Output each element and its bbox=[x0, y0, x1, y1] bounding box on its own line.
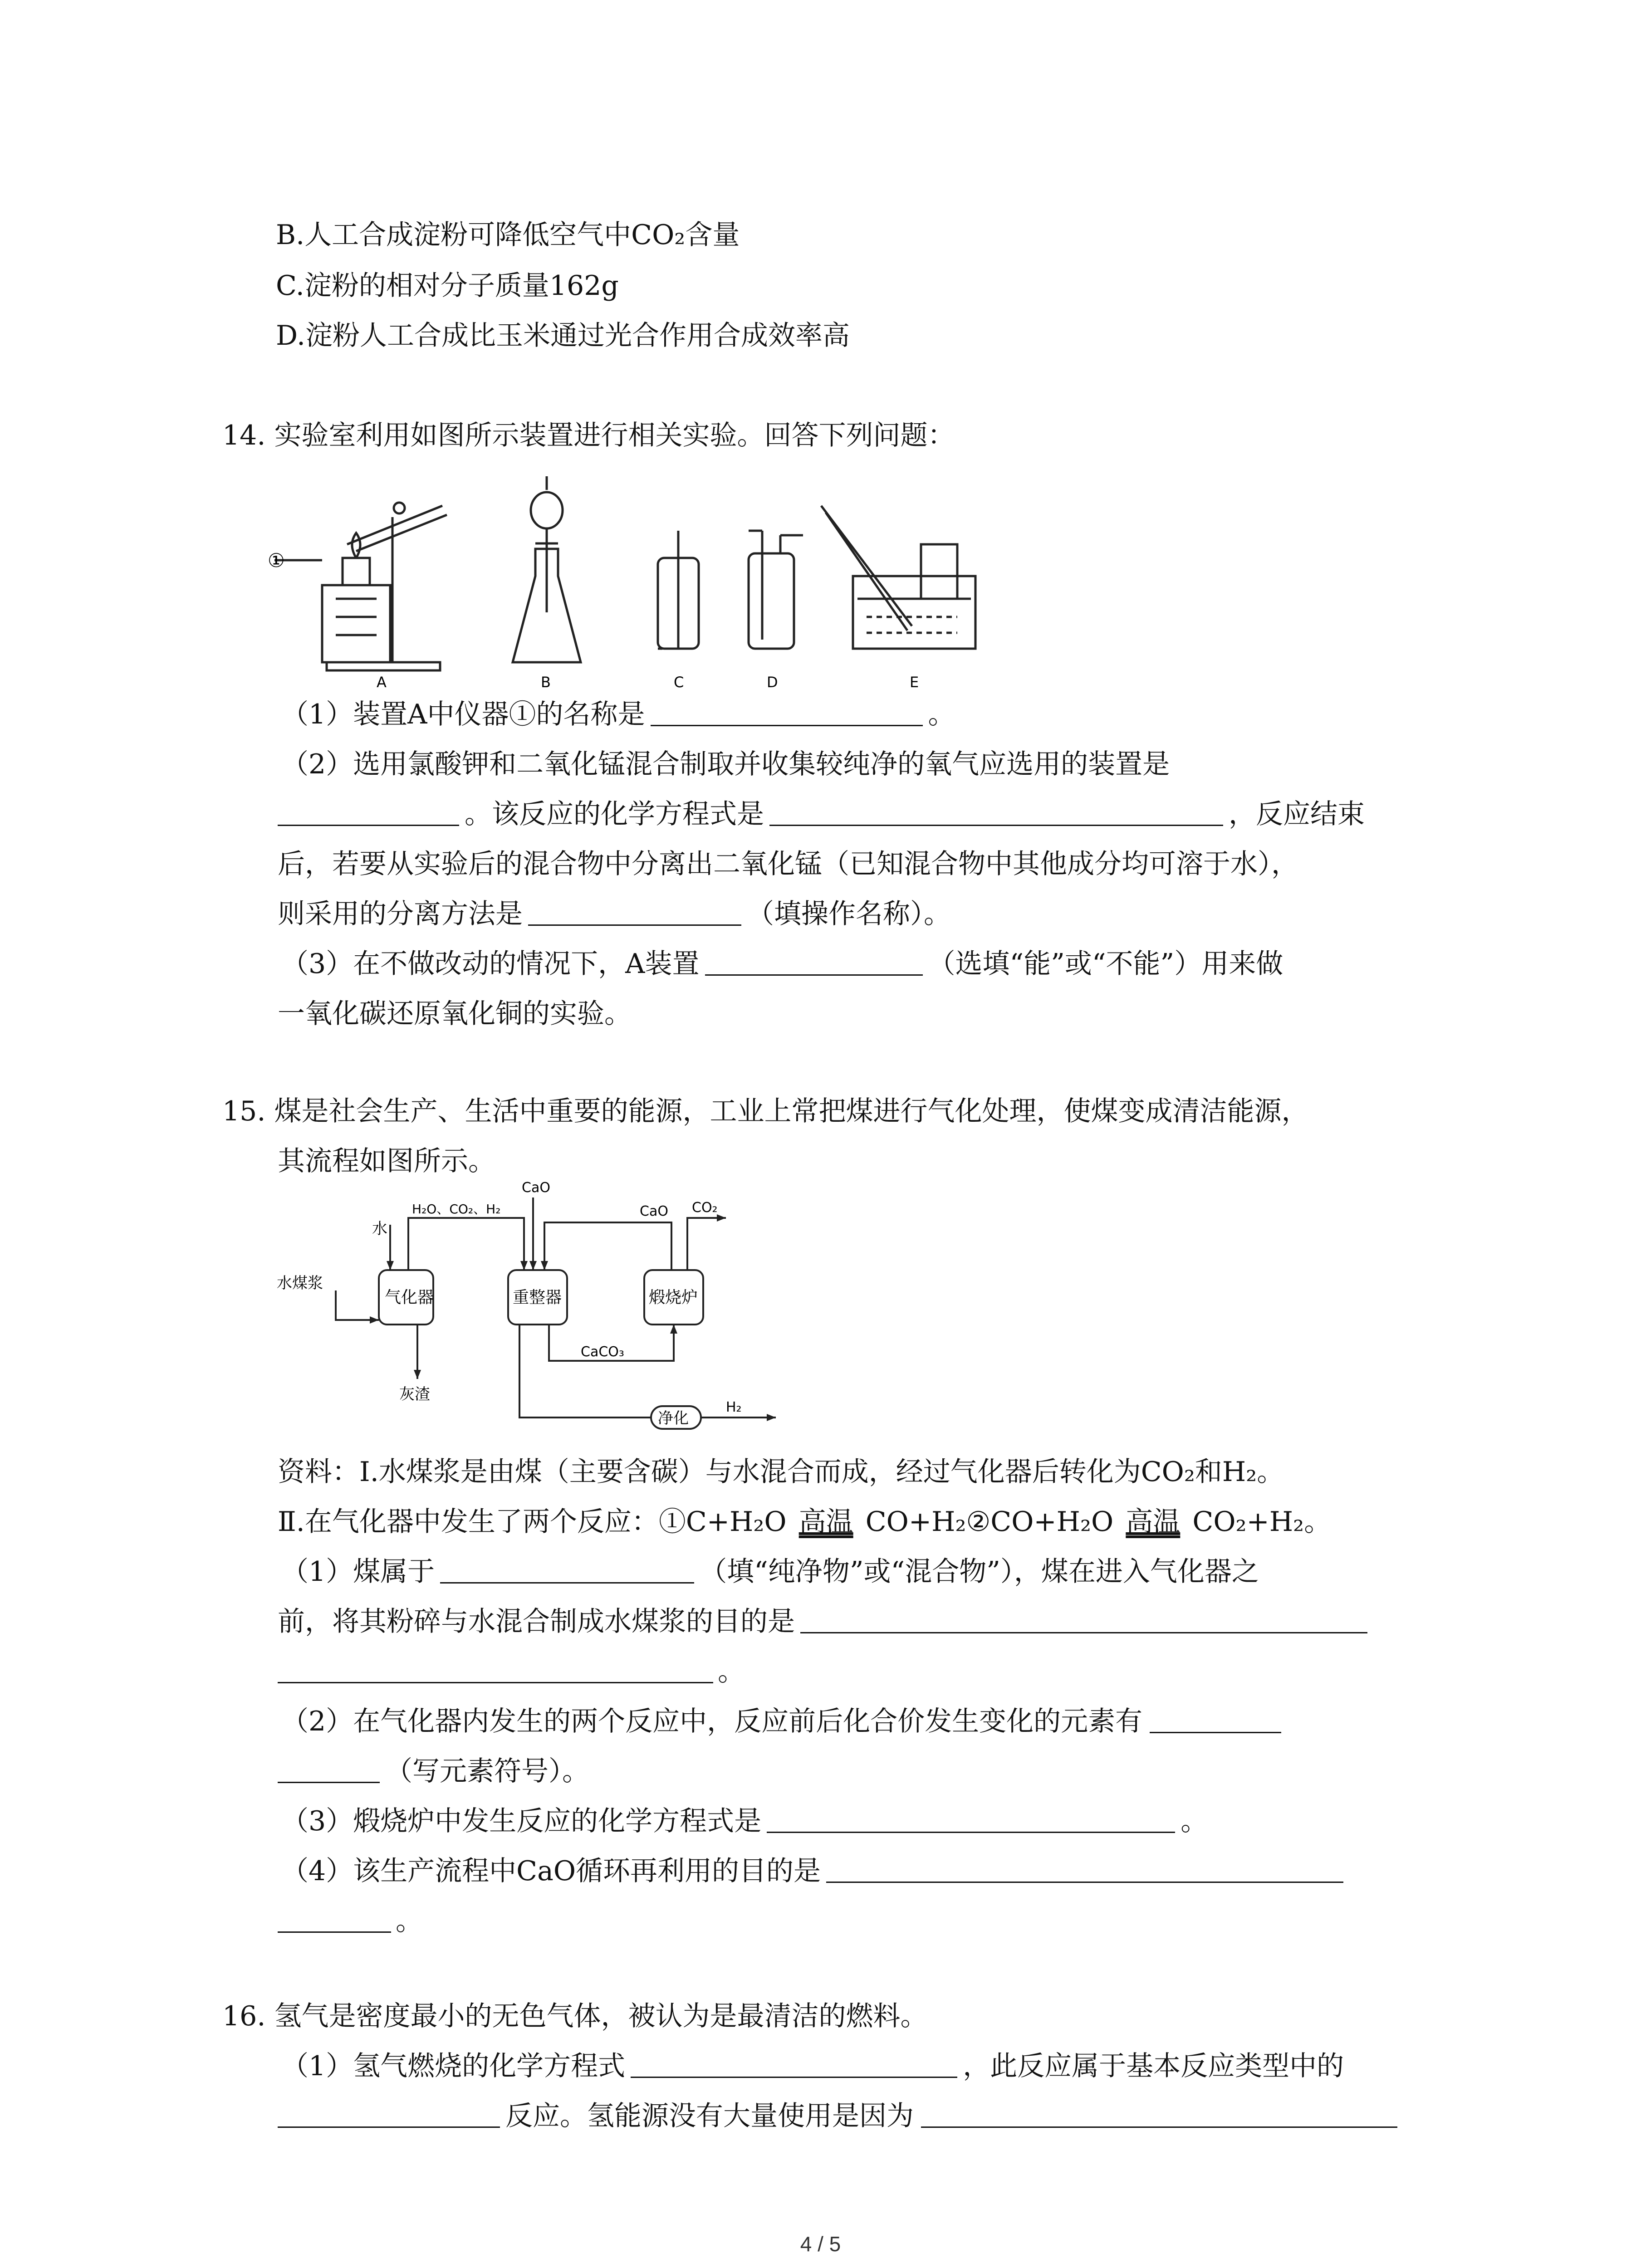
flow-slurry-label: 水煤浆 bbox=[277, 1274, 323, 1292]
q14-part3-line2: 一氧化碳还原氧化铜的实验。 bbox=[278, 998, 632, 1030]
q16-equation-blank[interactable] bbox=[631, 2049, 957, 2078]
q14-part2-line1: （2）选用氯酸钾和二氧化锰混合制取并收集较纯净的氧气应选用的装置是 bbox=[281, 748, 1170, 780]
q14-part2-line4: 则采用的分离方法是 （填操作名称）。 bbox=[278, 898, 951, 930]
q15-elements-blank-b[interactable] bbox=[278, 1755, 380, 1783]
q14-device-blank[interactable] bbox=[278, 797, 459, 826]
q14-part2-line3: 后，若要从实验后的混合物中分离出二氧化锰（已知混合物中其他成分均可溶于水）， bbox=[278, 848, 1298, 880]
q13-option-c: C.淀粉的相对分子质量162g bbox=[276, 270, 619, 302]
q15-cao-purpose-blank-a[interactable] bbox=[826, 1854, 1343, 1883]
flow-cao-right-label: CaO bbox=[640, 1203, 668, 1219]
q15-purpose-blank-a[interactable] bbox=[800, 1605, 1367, 1633]
condition-high-temp-1: 高温 bbox=[798, 1506, 853, 1538]
q16-reaction-type-blank[interactable] bbox=[278, 2099, 500, 2128]
q15-part1-line2: 前，将其粉碎与水混合制成水煤浆的目的是 bbox=[278, 1603, 1367, 1640]
q14-equation-blank[interactable] bbox=[769, 797, 1223, 826]
q14-part1-blank[interactable] bbox=[651, 698, 923, 726]
q14-part2-line2: 。该反应的化学方程式是 ，反应结束 bbox=[278, 796, 1365, 832]
q14-part3-line1: （3）在不做改动的情况下，A装置 （选填“能”或“不能”）用来做 bbox=[281, 948, 1283, 980]
flow-reformer-label: 重整器 bbox=[513, 1288, 562, 1307]
q15-equation-blank[interactable] bbox=[767, 1804, 1175, 1833]
q15-cao-purpose-blank-b[interactable] bbox=[278, 1904, 391, 1933]
q16-stem: 16. 氢气是密度最小的无色气体，被认为是最清洁的燃料。 bbox=[222, 2000, 928, 2032]
q15-part4-line2: 。 bbox=[278, 1903, 423, 1939]
q15-flow-diagram bbox=[277, 1179, 821, 1433]
q15-part1-blank[interactable] bbox=[440, 1555, 694, 1584]
flow-h2-label: H₂ bbox=[726, 1399, 742, 1415]
q15-stem-line1: 15. 煤是社会生产、生活中重要的能源，工业上常把煤进行气化处理，使煤变成清洁能源， bbox=[222, 1095, 1309, 1127]
flow-cao-top-label: CaO bbox=[522, 1180, 550, 1196]
condition-high-temp-2: 高温 bbox=[1126, 1506, 1181, 1538]
q14-fig-label-c: C bbox=[674, 674, 684, 689]
q14-method-blank[interactable] bbox=[528, 897, 741, 926]
q16-part1-line1: （1）氢气燃烧的化学方程式 ，此反应属于基本反应类型中的 bbox=[281, 2050, 1344, 2082]
q14-part3-blank[interactable] bbox=[705, 947, 923, 976]
q14-stem: 14. 实验室利用如图所示装置进行相关实验。回答下列问题： bbox=[222, 420, 955, 451]
q14-fig-label-a: A bbox=[377, 674, 387, 689]
q15-purpose-blank-b[interactable] bbox=[278, 1655, 713, 1683]
q16-part1-line2: 反应。氢能源没有大量使用是因为 bbox=[278, 2098, 1397, 2134]
q15-elements-blank-a[interactable] bbox=[1150, 1705, 1281, 1733]
q14-fig-label-e: E bbox=[910, 674, 919, 689]
flow-purify-label: 净化 bbox=[658, 1409, 689, 1427]
flow-caco3-label: CaCO₃ bbox=[581, 1344, 624, 1360]
flow-gases-label: H₂O、CO₂、H₂ bbox=[412, 1202, 501, 1217]
q15-info2: Ⅱ.在气化器中发生了两个反应：①C+H₂O 高温 CO+H₂②CO+H₂O 高温 CO₂+H₂。 bbox=[278, 1504, 1331, 1540]
q13-option-d: D.淀粉人工合成比玉米通过光合作用合成效率高 bbox=[276, 320, 850, 352]
q14-fig-label-d: D bbox=[767, 674, 778, 689]
flow-co2-label: CO₂ bbox=[692, 1200, 718, 1216]
flow-ash-label: 灰渣 bbox=[399, 1385, 430, 1403]
q14-apparatus-figure bbox=[268, 463, 994, 689]
q15-part1-line3: 。 bbox=[278, 1653, 745, 1690]
flow-water-label: 水 bbox=[372, 1220, 387, 1238]
flow-gasifier-label: 气化器 bbox=[385, 1288, 434, 1307]
q13-option-b: B.人工合成淀粉可降低空气中CO₂含量 bbox=[276, 219, 740, 251]
q15-part1-line1: （1）煤属于 （填“纯净物”或“混合物”），煤在进入气化器之 bbox=[281, 1556, 1259, 1588]
q15-part4-line1: （4）该生产流程中CaO循环再利用的目的是 bbox=[281, 1853, 1343, 1889]
q15-info1: 资料：Ⅰ.水煤浆是由煤（主要含碳）与水混合而成，经过气化器后转化为CO₂和H₂。 bbox=[278, 1456, 1284, 1488]
q15-part3: （3）煅烧炉中发生反应的化学方程式是 。 bbox=[281, 1805, 1208, 1837]
q15-part2-line1: （2）在气化器内发生的两个反应中，反应前后化合价发生变化的元素有 bbox=[281, 1703, 1281, 1740]
flow-calciner-label: 煅烧炉 bbox=[649, 1288, 698, 1307]
q14-fig-marker: ① bbox=[268, 549, 285, 572]
q16-reason-blank[interactable] bbox=[921, 2099, 1397, 2128]
q14-part1: （1）装置A中仪器①的名称是 。 bbox=[281, 699, 955, 730]
q15-stem-line2: 其流程如图所示。 bbox=[278, 1145, 495, 1177]
page-number: 4 / 5 bbox=[800, 2232, 841, 2256]
q14-fig-label-b: B bbox=[541, 674, 551, 689]
q15-part2-line2: （写元素符号）。 bbox=[278, 1753, 589, 1789]
